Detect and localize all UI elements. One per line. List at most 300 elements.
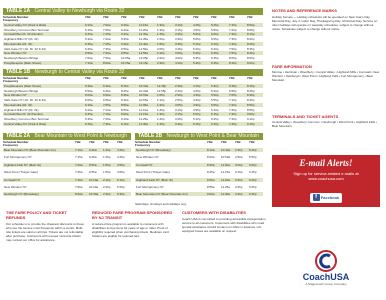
time-cell: 8:50p (247, 102, 255, 107)
time-cell: 8:40a (121, 98, 129, 103)
table-row (3, 117, 263, 121)
facebook-label: Facebook (320, 195, 340, 200)
time-cell: 9:35a (121, 37, 129, 42)
column-header: 71B (175, 15, 181, 19)
time-cell: 11:20a (139, 27, 148, 32)
time-cell: 10:05a (121, 55, 131, 60)
time-cell: 10:15a (121, 60, 131, 65)
time-cell: 8:50p (247, 55, 255, 60)
time-cell: 7:20p (229, 27, 237, 32)
time-cell: 11:30a (221, 192, 230, 197)
table-2a (3, 141, 131, 201)
stop-name-cell: Newburgh NY (Broadway) (136, 148, 171, 152)
time-cell: 4:50p (193, 102, 201, 107)
time-cell: 10:10a (89, 177, 99, 182)
time-cell: 8:50a (121, 102, 129, 107)
time-cell: 3:20p (235, 177, 243, 182)
reduced-fare-title: REDUCED FARE PROGRAM SPONSORED BY NJ TRANSIT (92, 210, 173, 220)
table-row (3, 148, 131, 152)
time-cell: 2:20p (157, 55, 165, 60)
time-cell: 7:15p (229, 23, 237, 27)
column-header: Schedule Number (3, 15, 29, 19)
time-cell: 1:45p (103, 155, 111, 160)
time-cell: 3:45p (175, 46, 183, 51)
time-cell: 8:25a (121, 88, 129, 93)
stop-name-cell: Fort Montgomery NY (4, 155, 32, 160)
time-cell: 8:20a (207, 155, 215, 160)
stop-name-cell: Highland Mills NY (Rt. 32) (4, 107, 39, 112)
time-cell: 11:00a (221, 162, 230, 167)
time-cell: 10:20a (89, 185, 99, 189)
facebook-button[interactable] (310, 193, 342, 203)
time-cell: 9:15a (121, 23, 129, 27)
time-cell: 5:40p (249, 148, 257, 152)
time-cell: 7:40p (229, 116, 237, 121)
time-cell: 3:15p (175, 27, 183, 32)
time-cell: 7:45p (229, 121, 237, 126)
time-cell: 4:15p (193, 84, 201, 88)
time-cell: 2:30p (157, 60, 165, 65)
table-row (3, 42, 263, 46)
time-cell: 9:55a (89, 170, 97, 175)
stop-name-cell: Newburgh Beacon Bridge (4, 88, 39, 93)
time-cell: 7:25p (229, 107, 237, 112)
table-row (3, 37, 263, 41)
time-cell: 9:00a (207, 192, 215, 197)
column-header: 71B (121, 76, 127, 80)
column-header: 71B (193, 76, 199, 80)
table-1a-header (3, 8, 263, 15)
time-cell: 7:00a (103, 23, 111, 27)
time-cell: 7:50a (103, 55, 111, 60)
table-2b-note: Saturdays, Sundays and Holidays only (135, 202, 187, 206)
stop-name-cell: New Windsor NY (4, 51, 27, 56)
table-row (3, 185, 131, 189)
time-cell: 10:30a (89, 192, 99, 197)
time-cell: 2:20p (103, 185, 111, 189)
time-cell: 5:00p (193, 112, 201, 117)
time-cell: 5:50p (249, 155, 257, 160)
stop-name-cell: Bear Mountain NY (Bear Mountain Inn) (136, 192, 188, 197)
time-cell: 11:05a (139, 102, 148, 107)
email-alerts-box[interactable] (272, 155, 380, 207)
time-cell: 1:25p (157, 107, 165, 112)
stop-name-cell: Newburgh Beacon Bridge (4, 55, 39, 60)
column-header: 71B (89, 140, 95, 144)
time-cell: 9:55a (121, 51, 129, 56)
time-cell: 8:05p (247, 27, 255, 32)
time-cell: 6:15a (85, 27, 93, 32)
time-cell: 6:55a (103, 98, 111, 103)
coach-usa-wordmark: CoachUSA (302, 272, 350, 282)
time-cell: 6:25p (211, 51, 219, 56)
stop-name-cell: Fort Montgomery NY (136, 185, 164, 189)
time-cell: 6:35a (85, 116, 93, 121)
time-cell: 7:15a (75, 155, 83, 160)
time-cell: 6:25a (85, 112, 93, 117)
time-cell: 5:40p (211, 88, 219, 93)
time-cell: 6:45a (85, 46, 93, 51)
column-header: Frequency (3, 143, 19, 147)
time-cell: 8:25p (247, 41, 255, 46)
table-row (3, 112, 263, 116)
time-cell: 6:30a (103, 84, 111, 88)
column-header: 71B (157, 15, 163, 19)
time-cell: 7:20a (103, 37, 111, 42)
stop-name-cell: Woodbury Common Bus Terminal (4, 116, 49, 121)
time-cell: 6:25p (249, 185, 257, 189)
time-cell: 3:10p (175, 107, 183, 112)
time-cell: 3:30p (235, 192, 243, 197)
time-cell: 5:10p (117, 177, 125, 182)
column-header: 71B (211, 76, 217, 80)
table-row (3, 23, 263, 27)
time-cell: 6:50a (85, 51, 93, 56)
time-cell: 5:50p (211, 27, 219, 32)
time-cell: 5:35p (193, 55, 201, 60)
time-cell: 4:40p (193, 98, 201, 103)
time-cell: 7:20p (229, 102, 237, 107)
table-2a-badge: TABLE 2A (6, 133, 31, 139)
time-cell: 9:20a (121, 27, 129, 32)
stop-name-cell: Central Valley NY (Park & Ride) (4, 121, 47, 126)
time-cell: 5:40a (85, 84, 93, 88)
time-cell: 6:15p (211, 112, 219, 117)
table-row (3, 103, 263, 107)
table-1b-header (3, 69, 263, 76)
time-cell: 2:10p (157, 51, 165, 56)
table-row (135, 192, 263, 196)
table-row (3, 89, 263, 93)
stop-name-cell: Cornwall Bus Rt. 32 (Dunkin) (4, 112, 43, 117)
column-header: 71B (139, 15, 145, 19)
column-header: 71B (247, 15, 253, 19)
time-cell: 9:15p (247, 121, 255, 126)
table-row (3, 163, 131, 167)
time-cell: 3:35p (175, 41, 183, 46)
time-cell: 1:45p (157, 121, 165, 126)
time-cell: 6:25a (85, 32, 93, 37)
time-cell: 3:00p (235, 162, 243, 167)
table-row (3, 93, 263, 97)
column-header: 71B (229, 15, 235, 19)
column-header: 71B (85, 15, 91, 19)
stop-name-cell: Mountainville (Rt. 32) (4, 41, 33, 46)
table-1a-badge: TABLE 1A (6, 8, 31, 14)
table-row (3, 61, 263, 65)
column-header: Schedule Number (3, 140, 29, 144)
stop-name-cell: Poughkeepsie (Main Street) (4, 84, 42, 88)
time-cell: 6:15a (85, 102, 93, 107)
time-cell: 12:05p (139, 55, 149, 60)
column-header: 71B (229, 76, 235, 80)
table-1b-title: Newburgh to Central Valley via Route 32 (34, 69, 125, 75)
time-cell: 8:05p (229, 55, 237, 60)
time-cell: 11:10a (139, 107, 148, 112)
time-cell: 11:15a (221, 170, 230, 175)
coach-usa-logo (278, 250, 374, 290)
time-cell: 7:25a (75, 170, 83, 175)
time-cell: 5:15p (193, 121, 201, 126)
terminals-title: TERMINALS AND TICKET AGENTS (272, 114, 339, 119)
time-cell: 4:45p (117, 155, 125, 160)
time-cell: 1:35p (157, 27, 165, 32)
time-cell: 7:15a (103, 112, 111, 117)
fare-info-text: Monroe • Harriman • Woodbury • Central Valley • Highland Mills • Cornwall • New Windsor • Newburgh • West Point • Highland Falls • Fort Montgomery • Bear Mountain (272, 70, 380, 82)
time-cell: 7:30p (229, 112, 237, 117)
column-header: 71B (139, 76, 145, 80)
column-header: Frequency (3, 79, 19, 83)
time-cell: 2:10p (103, 177, 111, 182)
time-cell: 5:50a (85, 88, 93, 93)
time-cell: 6:25p (211, 116, 219, 121)
stop-name-cell: Woodbury Common Bus Terminal (4, 27, 49, 32)
time-cell: 6:05p (211, 102, 219, 107)
time-cell: 11:35a (139, 37, 148, 42)
time-cell: 6:30p (249, 192, 257, 197)
time-cell: 1:50p (157, 37, 165, 42)
time-cell: 10:40a (139, 88, 149, 93)
time-cell: 6:30p (211, 121, 219, 126)
time-cell: 3:15p (235, 170, 243, 175)
table-column-headers (3, 77, 263, 82)
time-cell: 7:50p (229, 46, 237, 51)
time-cell: 8:55p (247, 107, 255, 112)
table-2b-title: Newburgh to West Point & Bear Mountain (166, 133, 259, 139)
column-header: 71B (211, 15, 217, 19)
column-header: 71B (247, 76, 253, 80)
time-cell: 7:05a (103, 27, 111, 32)
time-cell: 5:30p (117, 192, 125, 197)
time-cell: 6:45p (229, 84, 237, 88)
stop-name-cell: Highland Mills NY (Rt. 32) (4, 37, 39, 42)
time-cell: 1:40p (157, 116, 165, 121)
time-cell: 8:55a (207, 185, 215, 189)
stop-name-cell: New Windsor NY (4, 185, 27, 189)
table-2b-header (135, 133, 263, 140)
time-cell: 4:35p (193, 93, 201, 98)
time-cell: 7:00a (85, 55, 93, 60)
column-header: 71B (175, 76, 181, 80)
time-cell: 8:35p (247, 46, 255, 51)
time-cell: 9:10a (121, 116, 129, 121)
stop-name-cell: Mountainville (Rt. 32) (4, 102, 33, 107)
column-header: Schedule Number (3, 76, 29, 80)
column-header: 71B (249, 140, 255, 144)
time-cell: 5:20p (193, 46, 201, 51)
table-row (135, 185, 263, 189)
time-cell: 3:30p (175, 121, 183, 126)
table-row (3, 192, 131, 196)
time-cell: 1:45p (157, 32, 165, 37)
time-cell: 6:10a (85, 23, 93, 27)
time-cell: 5:25p (193, 51, 201, 56)
notes-text: Holiday Service — Holiday schedules will be operated on New Year's Day, Memorial Day, July 4, Labor Day, Thanksgiving Day, Christmas Day. Service on other holidays will operate on weekday schedules, subject to change without notice. Schedules subject to change without notice. (272, 15, 378, 31)
time-cell: 5:10p (193, 116, 201, 121)
time-cell: 8:15p (229, 60, 237, 65)
time-cell: 11:55a (139, 51, 148, 56)
time-cell: 7:50a (75, 185, 83, 189)
time-cell: 3:10p (175, 23, 183, 27)
time-cell: 10:40a (221, 148, 231, 152)
time-cell: 6:10p (211, 41, 219, 46)
time-cell: 7:35a (103, 46, 111, 51)
table-row (3, 98, 263, 102)
table-row (3, 47, 263, 51)
table-2b-badge: TABLE 2B (138, 133, 163, 139)
time-cell: 2:40p (175, 88, 183, 93)
stop-name-cell: Cornwall Bus Rt. 32 (Dunkin) (4, 32, 43, 37)
email-alerts-title: E-mail Alerts! (299, 158, 353, 168)
stop-name-cell: Cornwall NY (4, 177, 21, 182)
table-row (3, 178, 131, 182)
time-cell: 8:40p (247, 51, 255, 56)
time-cell: 1:55p (157, 41, 165, 46)
time-cell: 5:05p (193, 37, 201, 42)
fare-policy-title: THE FARE POLICY AND TICKET REFUNDS (6, 210, 67, 220)
time-cell: 5:50p (211, 93, 219, 98)
column-header: 71B (221, 140, 227, 144)
time-cell: 7:30a (103, 121, 111, 126)
stop-name-cell: Vails Gate NY (Jct. Rt. 32 & 94) (4, 46, 46, 51)
time-cell: 6:50a (103, 93, 111, 98)
time-cell: 9:45a (89, 155, 97, 160)
fare-info-title: FARE INFORMATION (272, 64, 312, 69)
disabilities-text: Coach USA is committed to providing accessible transportation service to all customers. Customers with disabilities who need special assistance should contact our office in advance. Lift-equipped buses are available on request. (182, 217, 266, 233)
time-cell: 5:45p (193, 60, 201, 65)
time-cell: 8:15p (247, 32, 255, 37)
time-cell: 6:00p (249, 162, 257, 167)
stop-name-cell: Poughkeepsie (Main Street) (4, 60, 42, 65)
time-cell: 7:15a (103, 32, 111, 37)
stop-name-cell: Newburgh NY (Broadway) (4, 192, 39, 197)
time-cell: 8:55a (121, 107, 129, 112)
time-cell: 2:55p (175, 98, 183, 103)
time-cell: 10:50a (139, 93, 149, 98)
time-cell: 8:10a (207, 148, 215, 152)
table-row (3, 155, 131, 159)
time-cell: 10:50a (221, 155, 231, 160)
time-cell: 7:05a (103, 102, 111, 107)
stop-name-cell: West Point (Thayer Gate) (136, 170, 170, 175)
time-cell: 1:20p (157, 102, 165, 107)
time-cell: 6:55p (229, 88, 237, 93)
time-cell: 1:50p (103, 162, 111, 167)
time-cell: 7:20a (75, 162, 83, 167)
table-1b (3, 77, 263, 127)
time-cell: 8:15p (247, 84, 255, 88)
time-cell: 8:20p (247, 37, 255, 42)
stop-name-cell: Highland Falls NY (Main St) (136, 177, 173, 182)
column-header: 71B (85, 76, 91, 80)
time-cell: 2:05p (157, 46, 165, 51)
time-cell: 11:20a (221, 177, 230, 182)
time-cell: 7:10p (229, 98, 237, 103)
time-cell: 2:30p (175, 84, 183, 88)
time-cell: 4:50p (117, 162, 125, 167)
terminals-text: Central Valley • Woodbury Common • Newburgh • West Point • Highland Falls • Bear Mountain (272, 120, 377, 128)
time-cell: 5:20p (117, 185, 125, 189)
time-cell: 1:10p (157, 98, 165, 103)
time-cell: 9:30a (121, 32, 129, 37)
time-cell: 6:30a (85, 37, 93, 42)
stop-name-cell: New Windsor NY (4, 93, 27, 98)
notes-title: NOTES AND REFERENCE MARKS (272, 8, 337, 13)
time-cell: 7:40a (103, 51, 111, 56)
column-header: Schedule Number (135, 140, 161, 144)
time-cell: 5:00p (193, 32, 201, 37)
time-cell: 4:55p (193, 107, 201, 112)
time-cell: 7:25a (103, 116, 111, 121)
time-cell: 6:20a (85, 107, 93, 112)
time-cell: 8:35a (121, 93, 129, 98)
time-cell: 4:50p (193, 27, 201, 32)
time-cell: 6:20p (211, 46, 219, 51)
time-cell: 7:40a (75, 177, 83, 182)
fare-policy-text: Our schedule is to provide the cheapest discounts to those who use the service most frequently within a month. Multi-ride tickets are valid on all trips. Tickets are not refundable after purchase. Customers with unused multi-ride tickets may contact our office for assistance. (6, 222, 84, 242)
time-cell: 11:15a (139, 23, 148, 27)
time-cell: 3:30p (175, 37, 183, 42)
time-cell: 1:30p (157, 112, 165, 117)
time-cell: 3:15p (175, 112, 183, 117)
time-cell: 1:40p (103, 148, 111, 152)
table-row (3, 28, 263, 32)
table-row (3, 51, 263, 55)
time-cell: 12:55p (157, 88, 167, 93)
time-cell: 6:20p (249, 177, 257, 182)
column-header: 71B (207, 140, 213, 144)
time-cell: 3:50p (175, 51, 183, 56)
stop-name-cell: Central Valley NY (Park & Ride) (4, 23, 47, 27)
stop-name-cell: Highland Falls NY (Main St) (4, 162, 41, 167)
column-header: 71B (117, 140, 123, 144)
table-row (3, 108, 263, 112)
time-cell: 8:25p (247, 88, 255, 93)
time-cell: 9:50a (89, 162, 97, 167)
stop-name-cell: Cornwall NY (136, 162, 153, 167)
table-row (3, 122, 263, 126)
time-cell: 5:30p (211, 84, 219, 88)
table-row (3, 32, 263, 36)
reduced-fare-text: A reduced fare program is available to customers with disabilities and persons 62 years of age or older. Proof of eligibility required when purchasing tickets. Medicare card holders are eligible for reduced fare. (92, 222, 169, 238)
time-cell: 3:25p (175, 116, 183, 121)
time-cell: 11:25a (139, 116, 148, 121)
time-cell: 5:45p (211, 23, 219, 27)
time-cell: 9:15a (121, 121, 129, 126)
table-row (135, 155, 263, 159)
time-cell: 4:10p (175, 60, 183, 65)
table-row (135, 148, 263, 152)
time-cell: 9:00p (247, 60, 255, 65)
time-cell: 8:40p (247, 98, 255, 103)
column-header: 71B (121, 15, 127, 19)
time-cell: 7:25a (103, 41, 111, 46)
table-1a-title: Central Valley to Newburgh via Route 32 (34, 8, 125, 14)
time-cell: 11:50a (139, 46, 148, 51)
time-cell: 5:55p (211, 98, 219, 103)
table-column-headers (3, 16, 263, 21)
table-row (3, 84, 263, 88)
time-cell: 11:15a (139, 112, 148, 117)
time-cell: 6:00p (211, 32, 219, 37)
time-cell: 9:00a (121, 112, 129, 117)
time-cell: 2:50p (235, 155, 243, 160)
time-cell: 6:35a (85, 41, 93, 46)
table-column-headers (3, 141, 131, 146)
time-cell: 9:50a (121, 46, 129, 51)
time-cell: 12:45p (157, 84, 167, 88)
time-cell: 9:40a (121, 41, 129, 46)
